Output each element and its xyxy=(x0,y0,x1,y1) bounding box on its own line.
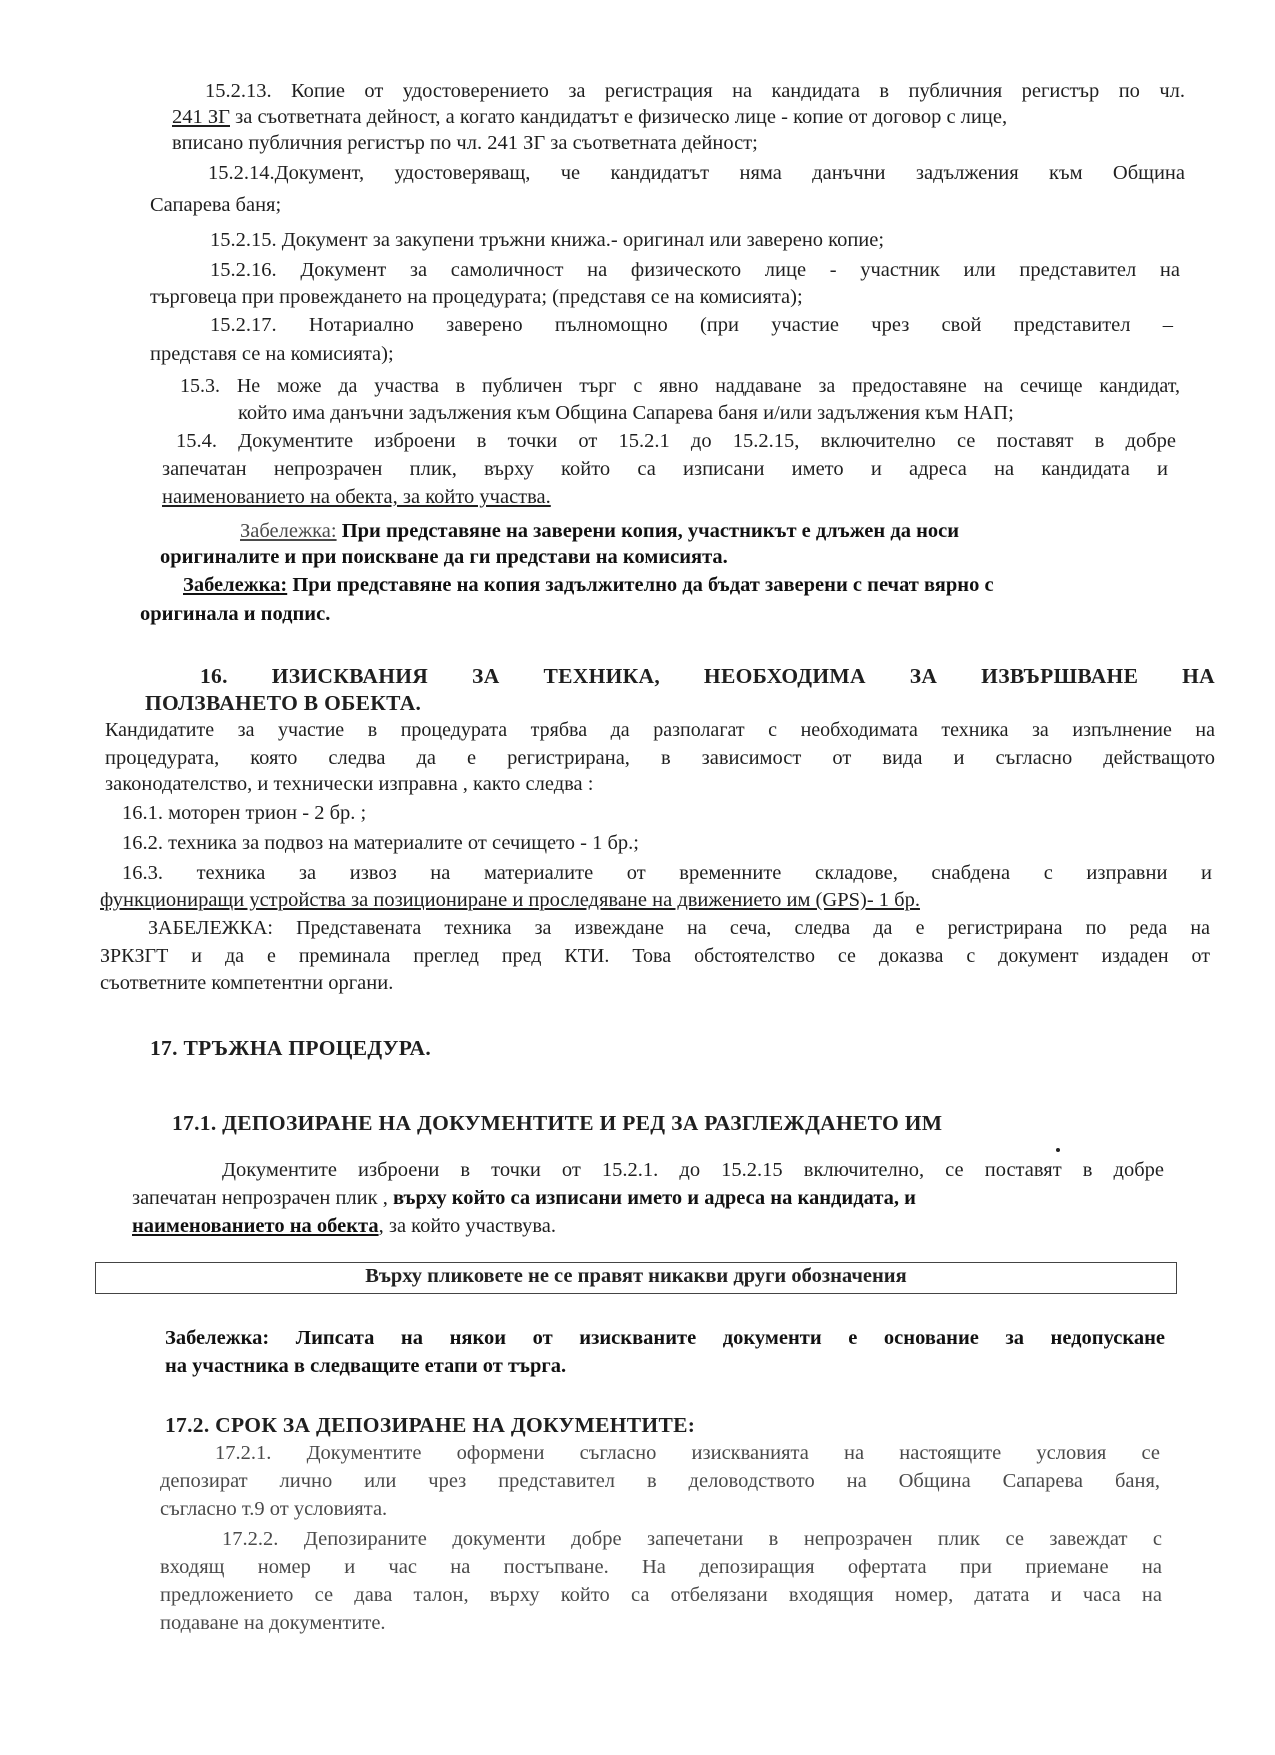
text-line: входящ номер и час на постъпване. На депозиращия офертата при приемане на xyxy=(160,1556,1162,1578)
text-line: 15.4. Документите изброени в точки от 15.2.1 до 15.2.15, включително се поставят в добре xyxy=(176,430,1176,452)
text-line: ЗАБЕЛЕЖКА: Представената техника за извеждане на сеча, следва да е регистрирана по реда на xyxy=(148,917,1210,939)
note-label: Забележка: xyxy=(165,1327,270,1349)
text-line: представя се на комисията); xyxy=(150,343,394,365)
text-line xyxy=(132,1185,1164,1211)
text-line: Сапарева баня; xyxy=(150,194,282,216)
text-line xyxy=(172,104,1185,130)
text-line: 17.2.1. Документите оформени съгласно изискванията на настоящите условия се xyxy=(215,1442,1160,1464)
text-line: запечатан непрозрачен плик, върху който са изписани името и адреса на кандидата и xyxy=(162,458,1168,480)
section-heading: 17.2. СРОК ЗА ДЕПОЗИРАНЕ НА ДОКУМЕНТИТЕ: xyxy=(165,1413,696,1437)
note-line xyxy=(240,518,959,544)
text-fragment: за съответната дейност, а когато кандидатът е физическо лице - копие от договор с лице, xyxy=(230,106,1008,128)
text-line: депозират лично или чрез представител в деловодството на Община Сапарева баня, xyxy=(160,1470,1160,1492)
list-item: 16.3. техника за извоз на материалите от временните складове, снабдена с изправни и xyxy=(122,862,1212,884)
text-line: 15.2.14.Документ, удостоверяващ, че кандидатът няма данъчни задължения към Община xyxy=(208,162,1185,184)
text-line: 17.2.2. Депозираните документи добре запечетани в непрозрачен плик се завеждат с xyxy=(222,1528,1162,1550)
note-line xyxy=(183,572,994,598)
text-line: наименованието на обекта, за който участва. xyxy=(162,486,551,508)
text-line: 15.2.15. Документ за закупени тръжни книжа.- оригинал или заверено копие; xyxy=(210,229,885,251)
text-line: предложението се дава талон, върху който са отбелязани входящия номер, датата и часа на xyxy=(160,1584,1162,1606)
text-line: оригиналите и при поискване да ги представи на комисията. xyxy=(160,546,728,568)
text-line: подаване на документите. xyxy=(160,1612,386,1634)
boxed-notice xyxy=(95,1262,1177,1294)
section-heading: ПОЛЗВАНЕТО В ОБЕКТА. xyxy=(145,691,422,715)
text-fragment: 241 ЗГ xyxy=(172,106,230,128)
text-line: Кандидатите за участие в процедурата трябва да разполагат с необходимата техника за изпълнение на xyxy=(105,719,1215,741)
section-heading: 16. ИЗИСКВАНИЯ ЗА ТЕХНИКА, НЕОБХОДИМА ЗА ИЗВЪРШВАНЕ НА xyxy=(200,664,1215,688)
text-line: функциониращи устройства за позициониране и проследяване на движението им (GPS)- 1 бр. xyxy=(100,889,920,911)
text-fragment: наименованието на обекта xyxy=(132,1215,379,1237)
text-fragment: При представяне на копия задължително да бъдат заверени с печат вярно с xyxy=(287,574,994,596)
note-label: Забележка: xyxy=(240,520,337,542)
text-line: 15.3. Не може да участва в публичен търг с явно наддаване за предоставяне на сечище кандидат, xyxy=(180,375,1180,397)
stray-dot xyxy=(1056,1148,1060,1152)
text-line: законодателство, и технически изправна , както следва : xyxy=(105,773,594,795)
text-line: оригинала и подпис. xyxy=(140,603,331,625)
section-heading: 17. ТРЪЖНА ПРОЦЕДУРА. xyxy=(150,1036,431,1060)
boxed-notice-text: Върху пликовете не се правят никакви други обозначения xyxy=(365,1265,907,1287)
text-line: съгласно т.9 от условията. xyxy=(160,1498,388,1520)
text-line: Документите изброени в точки от 15.2.1. до 15.2.15 включително, се поставят в добре xyxy=(222,1159,1164,1181)
text-line: ЗРКЗГТ и да е преминала преглед пред КТИ. Това обстоятелство се доказва с документ издаден от xyxy=(100,945,1210,967)
text-line: 15.2.13. Копие от удостоверението за регистрация на кандидата в публичния регистър по чл. xyxy=(205,80,1185,102)
text-fragment: запечатан непрозрачен плик , xyxy=(132,1187,393,1209)
text-line xyxy=(132,1213,556,1239)
text-fragment: , за който участвува. xyxy=(378,1215,556,1237)
list-item: 16.1. моторен трион - 2 бр. ; xyxy=(122,802,367,824)
text-line: съответните компетентни органи. xyxy=(100,972,394,994)
text-line: на участника в следващите етапи от търга. xyxy=(165,1355,567,1377)
note-label: Забележка: xyxy=(183,574,288,596)
text-fragment: Липсата на някои от изискваните документи е основание за недопускане xyxy=(269,1327,1165,1349)
list-item: 16.2. техника за подвоз на материалите от сечището - 1 бр.; xyxy=(122,832,639,854)
text-fragment: върху който са изписани името и адреса на кандидата, и xyxy=(392,1187,916,1209)
note-line xyxy=(165,1325,1165,1351)
text-line: процедурата, която следва да е регистрирана, в зависимост от вида и съгласно действащото xyxy=(105,747,1215,769)
text-line: 15.2.17. Нотариално заверено пълномощно (при участие чрез свой представител – xyxy=(210,314,1173,336)
text-line: 15.2.16. Документ за самоличност на физическото лице - участник или представител на xyxy=(210,259,1180,281)
text-line: който има данъчни задължения към Община Сапарева баня и/или задължения към НАП; xyxy=(238,402,1014,424)
text-line: вписано публичния регистър по чл. 241 ЗГ за съответната дейност; xyxy=(172,132,758,154)
text-line: търговеца при провеждането на процедурата; (представя се на комисията); xyxy=(150,286,803,308)
text-fragment: При представяне на заверени копия, участникът е длъжен да носи xyxy=(336,520,960,542)
section-heading: 17.1. ДЕПОЗИРАНЕ НА ДОКУМЕНТИТЕ И РЕД ЗА РАЗГЛЕЖДАНЕТО ИМ xyxy=(172,1111,943,1135)
